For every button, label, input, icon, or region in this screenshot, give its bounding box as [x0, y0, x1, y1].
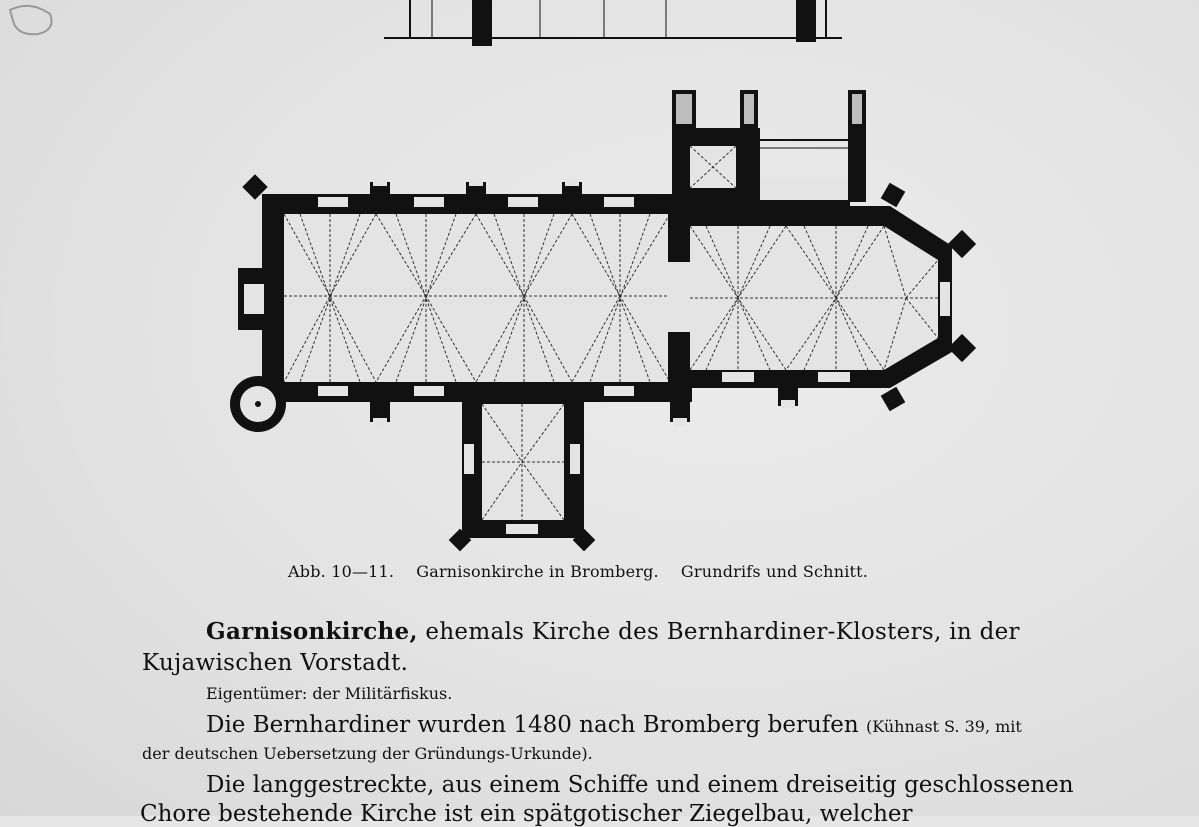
history-reference-continued: der deutschen Uebersetzung der Gründungs-Urkunde). — [142, 744, 593, 763]
description-line-1: Die langgestreckte, aus einem Schiffe und einem dreiseitig geschlossenen — [206, 772, 1074, 798]
owner-line: Eigentümer: der Militärfiskus. — [206, 684, 453, 703]
north-annex — [672, 90, 866, 208]
heading-description: ehemals Kirche des Bernhardiner-Klosters, in der — [417, 619, 1020, 645]
caption-type: Grundrifs und Schnitt. — [680, 562, 869, 581]
section-heading-line — [206, 618, 1020, 645]
history-main: Die Bernhardiner wurden 1480 nach Bromberg berufen — [206, 712, 859, 738]
chancel — [668, 183, 976, 412]
caption-number: Abb. 10—11. — [288, 562, 395, 581]
section-heading: Garnisonkirche, — [206, 618, 418, 645]
nave — [230, 174, 692, 432]
south-chapel — [449, 400, 596, 551]
section-drawing-fragment — [384, 0, 842, 46]
history-paragraph — [206, 712, 1022, 738]
description-line-2: Chore bestehende Kirche ist ein spätgotischer Ziegelbau, welcher — [140, 801, 913, 827]
history-reference: (Kühnast S. 39, mit — [866, 717, 1022, 736]
ink-smudge — [10, 6, 52, 34]
caption-title: Garnisonkirche in Bromberg. — [416, 562, 659, 581]
heading-continuation: Kujawischen Vorstadt. — [142, 650, 409, 676]
figure-caption — [288, 562, 988, 581]
